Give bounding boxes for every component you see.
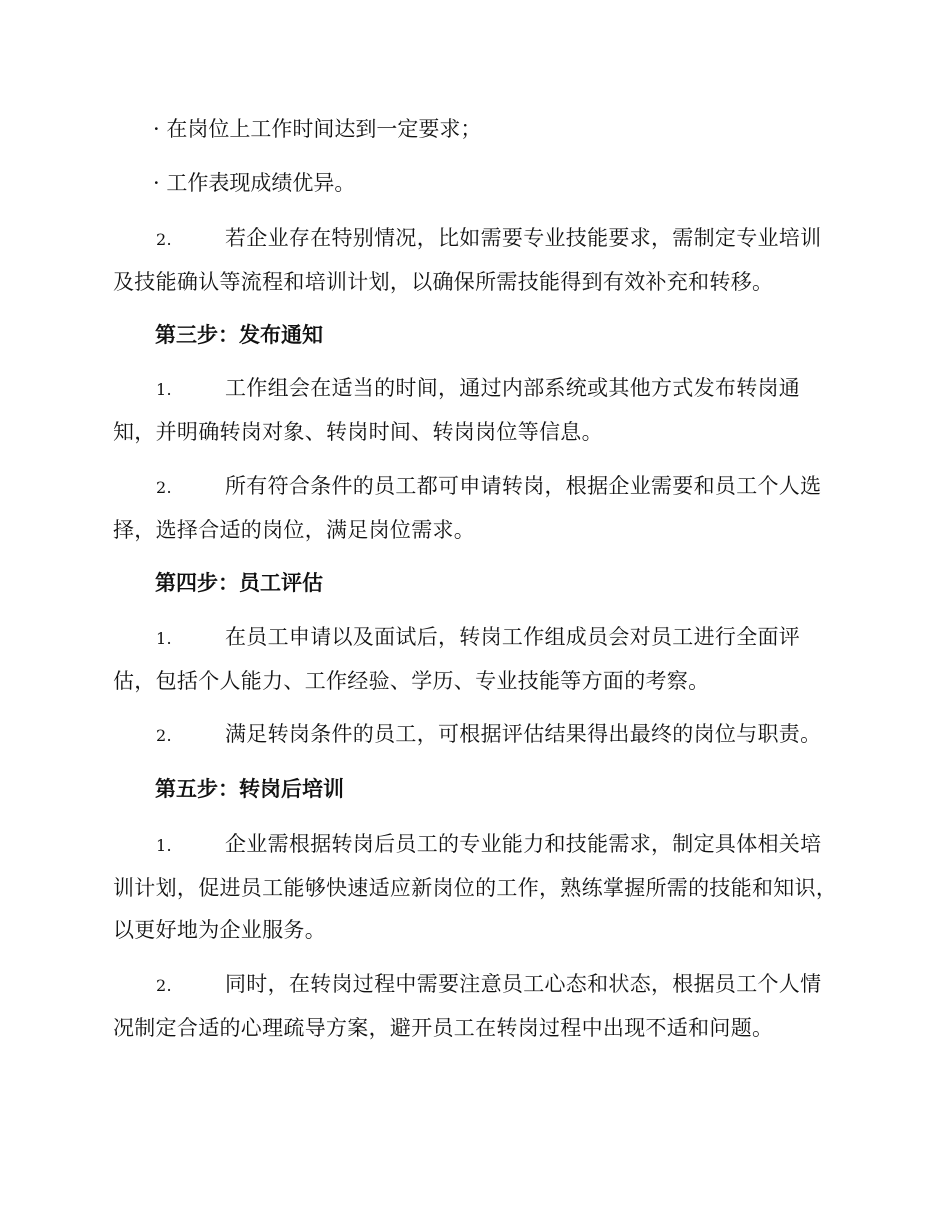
- item-text: 在员工申请以及面试后，转岗工作组成员会对员工进行全面评估，包括个人能力、工作经验、学历、专业技能等方面的考察。: [113, 625, 801, 693]
- section-heading-step3: 第三步：发布通知: [155, 322, 323, 347]
- step3-item-2: [113, 465, 838, 551]
- step4-item-1: [113, 616, 838, 702]
- bullet-item-2: · 工作表现成绩优异。: [153, 171, 356, 195]
- item-text: 若企业存在特别情况，比如需要专业技能要求，需制定专业培训及技能确认等流程和培训计划，以确保所需技能得到有效补充和转移。: [113, 226, 822, 294]
- section-heading-step4: 第四步：员工评估: [155, 570, 323, 595]
- item-text: 所有符合条件的员工都可申请转岗，根据企业需要和员工个人选择，选择合适的岗位，满足岗位需求。: [113, 474, 822, 542]
- item-text: 同时，在转岗过程中需要注意员工心态和状态，根据员工个人情况制定合适的心理疏导方案，避开员工在转岗过程中出现不适和问题。: [113, 972, 822, 1040]
- item-number: 1.: [156, 629, 172, 648]
- item-number: 1.: [156, 380, 172, 399]
- item-number: 2.: [156, 726, 172, 745]
- section-heading-step5: 第五步：转岗后培训: [155, 776, 344, 801]
- item-text: 企业需根据转岗后员工的专业能力和技能需求，制定具体相关培训计划，促进员工能够快速适应新岗位的工作，熟练掌握所需的技能和知识，以更好地为企业服务。: [113, 832, 838, 942]
- step5-item-1: [113, 823, 838, 951]
- step5-item-2: [113, 963, 838, 1049]
- item-text: 满足转岗条件的员工，可根据评估结果得出最终的岗位与职责。: [225, 722, 822, 746]
- item-number: 2.: [156, 976, 172, 995]
- step2-item-2: [113, 217, 838, 303]
- item-number: 2.: [156, 230, 172, 249]
- item-number: 2.: [156, 478, 172, 497]
- step3-item-1: [113, 367, 838, 453]
- item-text: 工作组会在适当的时间，通过内部系统或其他方式发布转岗通知，并明确转岗对象、转岗时间、转岗岗位等信息。: [113, 376, 801, 444]
- bullet-item-1: · 在岗位上工作时间达到一定要求；: [153, 117, 482, 141]
- step4-item-2: [113, 713, 838, 757]
- item-number: 1.: [156, 836, 172, 855]
